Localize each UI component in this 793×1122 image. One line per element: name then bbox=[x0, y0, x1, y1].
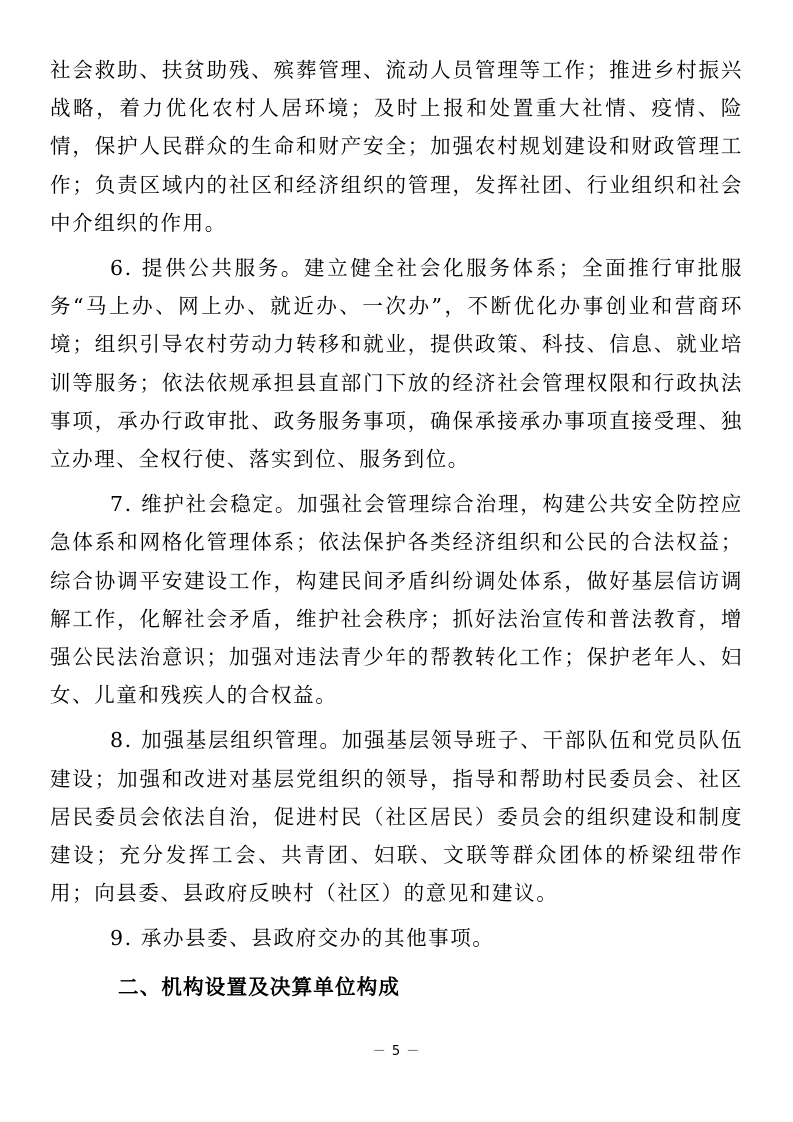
paragraph-continuation: 社会救助、扶贫助残、殡葬管理、流动人员管理等工作；推进乡村振兴战略，着力优化农村人居环境；及时上报和处置重大社情、疫情、险情，保护人民群众的生命和财产安全；加强农村规划建设和财政管理工作；负责区域内的社区和经济组织的管理，发挥社团、行业组织和社会中介组织的作用。 bbox=[50, 58, 743, 235]
paragraph-item-6: 6. 提供公共服务。建立健全社会化服务体系；全面推行审批服务“马上办、网上办、就近办、一次办”，不断优化办事创业和营商环境；组织引导农村劳动力转移和就业，提供政策、科技、信息、就业培训等服务；依法依规承担县直部门下放的经济社会管理权限和行政执法事项，承办行政审批、政务服务事项，确保承接承办事项直接受理、独立办理、全权行使、落实到位、服务到位。 bbox=[50, 256, 743, 472]
paragraph-item-9: 9. 承办县委、县政府交办的其他事项。 bbox=[110, 926, 495, 951]
section-heading: 二、机构设置及决算单位构成 bbox=[118, 974, 401, 999]
document-body bbox=[50, 51, 743, 1006]
paragraph-item-7: 7. 维护社会稳定。加强社会管理综合治理，构建公共安全防控应急体系和网格化管理体系；依法保护各类经济组织和公民的合法权益；综合协调平安建设工作，构建民间矛盾纠纷调处体系，做好基层信访调解工作，化解社会矛盾，维护社会秩序；抓好法治宣传和普法教育，增强公民法治意识；加强对违法青少年的帮教转化工作；保护老年人、妇女、儿童和残疾人的合权益。 bbox=[50, 492, 743, 708]
page-number: － 5 － bbox=[372, 1044, 421, 1059]
paragraph-item-8: 8. 加强基层组织管理。加强基层领导班子、干部队伍和党员队伍建设；加强和改进对基层党组织的领导，指导和帮助村民委员会、社区居民委员会依法自治，促进村民（社区居民）委员会的组织建设和制度建设；充分发挥工会、共青团、妇联、文联等群众团体的桥梁纽带作用；向县委、县政府反映村（社区）的意见和建议。 bbox=[50, 728, 743, 906]
